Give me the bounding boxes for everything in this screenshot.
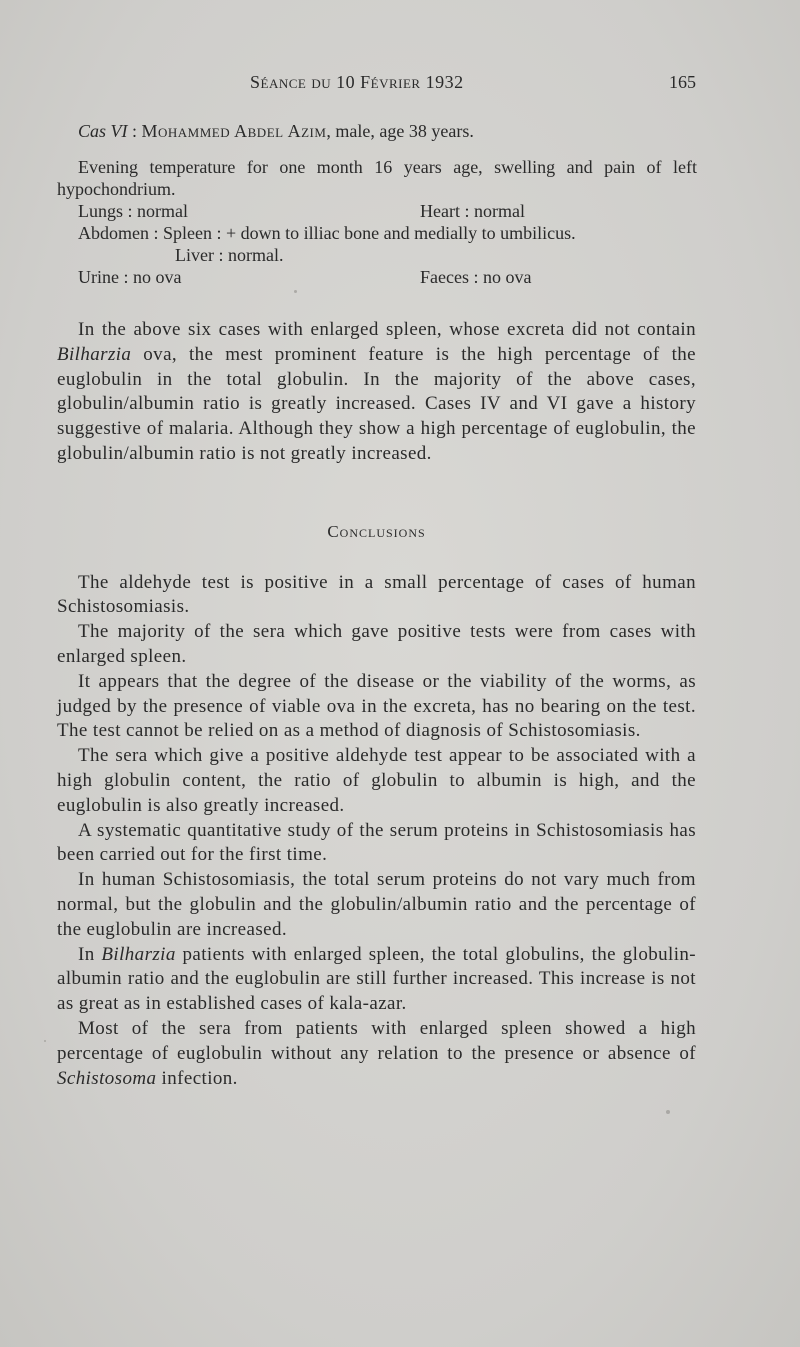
discussion-italic: Bilharzia [57,343,132,365]
conclusion-paragraph-3: It appears that the degree of the disease or the viability of the worms, as judged by the presence of viable ova in the excreta, has no bearing on the test. The test cannot be relied on as a method of diagnosis of Schistosomiasis. [57,670,696,742]
section-title-conclusions: Conclusions [327,521,426,541]
abdomen-finding: Abdomen : Spleen : + down to illiac bone and medially to umbilicus. [78,223,576,243]
conclusion-paragraph-7 [57,943,696,1017]
patient-name: Mohammed Abdel Azim [141,121,327,141]
discussion-text-2: ova, the mest prominent feature is the high percentage of the euglobulin in the total globulin. In the majority of the above cases, globulin/albumin ratio is greatly increased. Cases IV and VI gave a history suggestive of malaria. Although they show a high percentage of euglobulin, the globulin/albumin ratio is not greatly increased. [57,343,696,464]
case-separator: : [127,121,142,141]
p7-text-2: patients with enlarged spleen, the total globulins, the globulin-albumin ratio and the euglobulin are still further increased. This increase is not as great as in established cases of kala-azar. [57,943,697,1015]
conclusion-paragraph-5: A systematic quantitative study of the serum proteins in Schistosomiasis has been carried out for the first time. [57,819,696,866]
body-text [57,318,696,1091]
p7-text-1: In [78,943,102,965]
p8-italic: Schistosoma [57,1067,157,1089]
paper-speck [294,290,297,293]
running-title: Séance du 10 Février 1932 [250,72,464,92]
exam-row-lungs-heart [57,200,697,222]
case-history: Evening temperature for one month 16 years age, swelling and pain of left hypochondrium. [57,157,697,199]
p8-text-1: Most of the sera from patients with enlarged spleen showed a high percentage of euglobulin without any relation to the presence or absence of [57,1017,696,1064]
case-heading [78,120,697,142]
case-report [57,116,697,288]
page-header [0,72,800,100]
lungs-finding: Lungs : normal [78,201,188,221]
paper-speck [44,1040,46,1042]
conclusion-paragraph-6: In human Schistosomiasis, the total serum proteins do not vary much from normal, but the globulin and the globulin/albumin ratio and the percentage of the euglobulin are increased. [57,869,696,940]
exam-row-abdomen [57,222,697,244]
heart-finding: Heart : normal [420,201,525,221]
liver-finding: Liver : normal. [175,245,284,265]
urine-finding: Urine : no ova [78,267,182,287]
discussion-text-1: In the above six cases with enlarged spleen, whose excreta did not contain [78,319,696,340]
conclusion-paragraph-1: The aldehyde test is positive in a small percentage of cases of human Schistosomiasis. [57,571,696,618]
conclusion-paragraph-8 [57,1017,696,1091]
faeces-finding: Faeces : no ova [420,267,532,287]
conclusion-paragraph-2: The majority of the sera which gave positive tests were from cases with enlarged spleen. [57,621,696,667]
case-label: Cas VI [78,121,128,141]
page-number: 165 [669,72,696,92]
discussion-paragraph [57,318,696,467]
p8-text-2: infection. [156,1067,238,1089]
paper-speck [666,1110,670,1114]
patient-details: , male, age 38 years. [326,121,474,141]
exam-row-liver [57,244,697,266]
conclusion-paragraph-4: The sera which give a positive aldehyde test appear to be associated with a high globulin content, the ratio of globulin to albumin is high, and the euglobulin is also greatly increased. [57,745,696,816]
p7-italic: Bilharzia [101,943,176,965]
exam-row-urine-faeces [57,266,697,288]
